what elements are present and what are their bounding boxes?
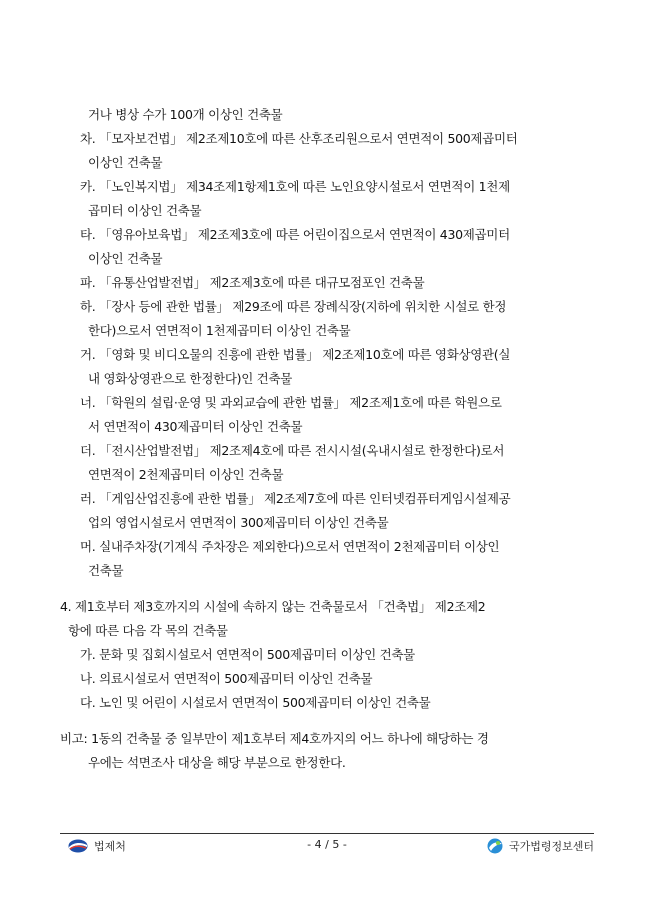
footer-right <box>486 838 594 854</box>
text-line: 다. 노인 및 어린이 시설로서 연면적이 500제곱미터 이상인 건축물 <box>80 695 431 710</box>
page-footer <box>60 836 594 856</box>
text-line: 한다)으로서 연면적이 1천제곱미터 이상인 건축물 <box>88 323 351 338</box>
paragraph-gap <box>60 583 580 595</box>
text-line: 이상인 건축물 <box>88 251 163 266</box>
footer-left-label: 법제처 <box>94 840 126 853</box>
text-line: 카. 「노인복지법」 제34조제1항제1호에 따른 노인요양시설로서 연면적이 1천제 <box>80 179 510 194</box>
text-line: 러. 「게임산업진흥에 관한 법률」 제2조제7호에 따른 인터넷컴퓨터게임시설제공 <box>80 491 511 506</box>
text-line: 너. 「학원의 설립·운영 및 과외교습에 관한 법률」 제2조제1호에 따른 학원으로 <box>80 395 502 410</box>
text-line: 내 영화상영관으로 한정한다)인 건축물 <box>88 371 292 386</box>
text-line: 곱미터 이상인 건축물 <box>88 203 202 218</box>
text-line: 차. 「모자보건법」 제2조제10호에 따른 산후조리원으로서 연면적이 500제곱미터 <box>80 131 518 146</box>
text-line: 건축물 <box>88 563 124 578</box>
text-line: 비고: 1동의 건축물 중 일부만이 제1호부터 제4호까지의 어느 하나에 해당하는 경 <box>60 731 489 746</box>
text-line: 연면적이 2천제곱미터 이상인 건축물 <box>88 467 284 482</box>
text-line: 타. 「영유아보육법」 제2조제3호에 따른 어린이집으로서 연면적이 430제곱미터 <box>80 227 510 242</box>
text-line: 항에 따른 다음 각 목의 건축물 <box>68 623 228 638</box>
text-line: 나. 의료시설로서 연면적이 500제곱미터 이상인 건축물 <box>80 671 373 686</box>
text-line: 4. 제1호부터 제3호까지의 시설에 속하지 않는 건축물로서 「건축법」 제2조제2 <box>60 599 486 614</box>
text-line: 머. 실내주차장(기계식 주차장은 제외한다)으로서 연면적이 2천제곱미터 이상인 <box>80 539 500 554</box>
text-line: 우에는 석면조사 대상을 해당 부분으로 한정한다. <box>88 755 346 770</box>
text-line: 서 연면적이 430제곱미터 이상인 건축물 <box>88 419 303 434</box>
page-number: - 4 / 5 - <box>307 838 347 851</box>
text-line: 더. 「전시산업발전법」 제2조제4호에 따른 전시시설(옥내시설로 한정한다)로서 <box>80 443 505 458</box>
text-line: 이상인 건축물 <box>88 155 163 170</box>
text-line: 파. 「유통산업발전법」 제2조제3호에 따른 대규모점포인 건축물 <box>80 275 425 290</box>
footer-divider <box>60 833 594 834</box>
text-line: 가. 문화 및 집회시설로서 연면적이 500제곱미터 이상인 건축물 <box>80 647 415 662</box>
document-body <box>60 103 580 775</box>
footer-right-label: 국가법령정보센터 <box>508 840 594 853</box>
text-line: 하. 「장사 등에 관한 법률」 제29조에 따른 장례식장(지하에 위치한 시설로 한정 <box>80 299 507 314</box>
text-line: 업의 영업시설로서 연면적이 300제곱미터 이상인 건축물 <box>88 515 389 530</box>
text-line: 거나 병상 수가 100개 이상인 건축물 <box>88 107 283 122</box>
paragraph-gap <box>60 715 580 727</box>
law-center-logo-icon <box>486 838 504 854</box>
text-line: 거. 「영화 및 비디오물의 진흥에 관한 법률」 제2조제10호에 따른 영화상영관(실 <box>80 347 511 362</box>
